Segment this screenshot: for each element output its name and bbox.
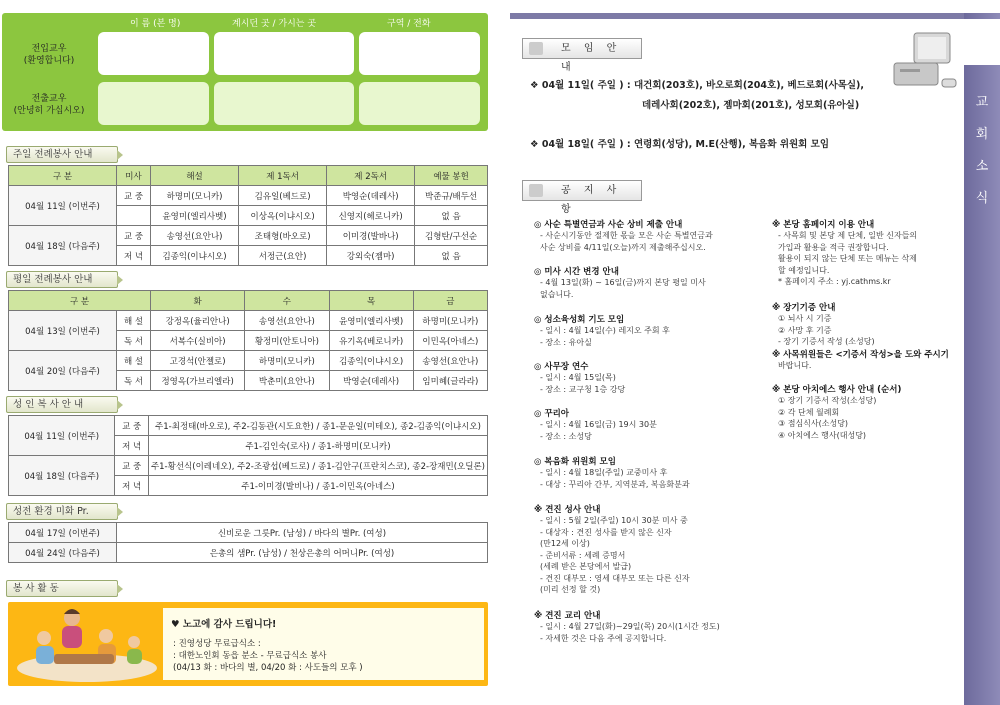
sunday-cell: 서정근(요안): [239, 246, 327, 266]
notice-line: ② 각 단체 월례회: [778, 407, 840, 417]
reg-in-line1: 전입교우: [31, 44, 67, 54]
notice-line: - 사목회 및 본당 제 단체, 일반 신자들의: [778, 231, 918, 240]
table-row: [9, 543, 488, 563]
sunday-cell: 이미경(발바나): [327, 226, 415, 246]
notice-line: - 일시 : 4월 18일(주일) 교중미사 후: [540, 468, 668, 477]
weekday-header-thu: 목: [329, 291, 413, 311]
notice-line: - 장기 기증서 작성 (소성당): [778, 337, 875, 346]
notice-line: * 홈페이지 주소 : yj.cathms.kr: [778, 277, 891, 286]
service-line: (04/13 화 : 바다의 별, 04/20 화 : 사도들의 모후 ): [173, 663, 363, 673]
notice-heading: ◎ 사순 특별연금과 사순 상비 제출 안내: [534, 220, 683, 230]
notice-line: - 일시 : 5월 2일(주일) 10시 30분 미사 중: [540, 516, 688, 525]
reg-out-name-field[interactable]: [98, 82, 209, 125]
sunday-section-title: 주일 전례봉사 안내: [6, 146, 118, 163]
sunday-cell: 강외숙(젬마): [327, 246, 415, 266]
meeting-item-1-cont: 데레사회(202호), 젬마회(201호), 성모회(유아실): [642, 100, 860, 111]
table-row: [9, 226, 488, 246]
altar-cell: 주1-이미경(발비나) / 종1-이민옥(아네스): [148, 476, 487, 496]
weekday-cell: 하명미(모니카): [413, 311, 487, 331]
reg-label-out: [6, 93, 92, 117]
sanctuary-date: 04월 17일 (이번주): [9, 523, 117, 543]
weekday-role: 독 서: [117, 371, 151, 391]
weekday-cell: 송영선(요안나): [245, 311, 329, 331]
reg-header-place: 계시던 곳 / 가시는 곳: [232, 19, 317, 29]
reg-in-name-field[interactable]: [98, 32, 209, 75]
weekday-cell: 박춘미(요안나): [245, 371, 329, 391]
weekday-role: 해 설: [117, 351, 151, 371]
sunday-mass: 저 녁: [117, 246, 151, 266]
notice-line: 사순 상비를 4/11일(오늘)까지 제출해주십시오.: [540, 242, 706, 252]
notice-line: - 일시 : 4월 14일(수) 레지오 주회 후: [540, 326, 670, 335]
sunday-cell: 박영순(데레사): [327, 186, 415, 206]
sanctuary-date: 04월 24일 (다음주): [9, 543, 117, 563]
notice-heading: ※ 장기기증 안내: [772, 303, 836, 313]
diamond-icon: ❖: [530, 139, 542, 150]
notice-line: (미리 선정 할 것): [540, 585, 601, 594]
table-row: [9, 351, 488, 371]
meeting-icon: [529, 42, 543, 55]
volunteers-illustration: [14, 606, 160, 682]
altar-mass: 교 중: [115, 416, 148, 436]
notice-line: 활용이 되지 않는 단체 또는 메뉴는 삭제: [778, 254, 917, 263]
notice-line: (세례 받은 본당에서 발급): [540, 562, 632, 571]
sunday-cell: 박준규/배두선: [415, 186, 488, 206]
meeting-section-title: [522, 38, 642, 73]
notice-heading: ◎ 사무장 연수: [534, 362, 589, 372]
registration-box: [2, 13, 488, 131]
weekday-header-tue: 화: [151, 291, 245, 311]
notice-line: - 일시 : 4월 27일(화)~29일(목) 20시(1시간 정도): [540, 622, 720, 631]
notice-line: ④ 아치에스 행사(대성당): [778, 430, 867, 440]
notice-line: (만12세 이상): [540, 539, 590, 548]
notice-line: ② 사망 후 기증: [778, 325, 832, 335]
altar-date: 04월 18일 (다음주): [9, 456, 115, 496]
notice-line: - 자세한 것은 다음 주에 공지합니다.: [540, 633, 667, 643]
sanctuary-cell: 신비로운 그릇Pr. (남성) / 바다의 별Pr. (여성): [117, 523, 488, 543]
altar-mass: 저 녁: [115, 436, 148, 456]
reg-out-zone-field[interactable]: [359, 82, 480, 125]
sunday-date: 04월 18일 (다음주): [9, 226, 117, 266]
weekday-role: 해 설: [117, 311, 151, 331]
altar-cell: 주1-최정태(바오로), 주2-김동관(시도요한) / 종1-문운일(미테오), 종2-김종익(이냐시오): [148, 416, 487, 436]
sanctuary-section-title: 성전 환경 미화 Pr.: [6, 503, 118, 520]
reg-header-zone: 구역 / 전화: [387, 19, 431, 29]
right-page-side-bar: [964, 13, 1000, 705]
notice-line: - 장소 : 소성당: [540, 431, 592, 441]
sunday-table: [8, 165, 488, 266]
notice-title-text: 공 지 사 항: [561, 185, 622, 215]
notice-icon: [529, 184, 543, 197]
weekday-role: 독 서: [117, 331, 151, 351]
sunday-cell: 김유일(베드로): [239, 186, 327, 206]
notice-line: - 일시 : 4월 15일(목): [540, 373, 616, 382]
notice-section-title: [522, 180, 642, 215]
notice-heading: ※ 견진 교리 안내: [534, 611, 601, 621]
table-row: [9, 186, 488, 206]
notice-line: 가입과 활용을 적극 권장합니다.: [778, 242, 889, 252]
altar-cell: 주1-김인숙(로사) / 종1-하명미(모니카): [148, 436, 487, 456]
sunday-mass: [117, 206, 151, 226]
sunday-cell: 김종익(이냐시오): [151, 246, 239, 266]
side-title-char: 교: [975, 95, 989, 110]
notice-line: 없습니다.: [540, 289, 574, 299]
notice-heading: ◎ 꾸리아: [534, 409, 570, 419]
weekday-cell: 고경석(안젤로): [151, 351, 245, 371]
weekday-date: 04월 13일 (이번주): [9, 311, 117, 351]
side-title-char: 식: [975, 191, 989, 206]
notice-line: - 사순시기동안 절제한 몫을 모은 사순 특별연금과: [540, 231, 713, 240]
altar-section-title: 성 인 복 사 안 내: [6, 396, 118, 413]
table-row: [9, 523, 488, 543]
sunday-cell: 없 음: [415, 206, 488, 226]
notice-line: - 대상자 : 견진 성사를 받지 않은 신자: [540, 527, 672, 537]
notice-line: ① 장기 기증서 작성(소성당): [778, 396, 877, 405]
service-heading: 노고에 감사 드립니다!: [182, 619, 277, 630]
reg-in-place-field[interactable]: [214, 32, 354, 75]
sunday-cell: 송영선(요안나): [151, 226, 239, 246]
sunday-cell: 이상옥(이냐시오): [239, 206, 327, 226]
service-box: [8, 602, 488, 686]
weekday-cell: 송영선(요안나): [413, 351, 487, 371]
notice-heading: ※ 본당 홈페이지 이용 안내: [772, 220, 875, 230]
sunday-cell: 신영지(헤로니카): [327, 206, 415, 226]
sunday-header-offering: 예물 봉헌: [415, 166, 488, 186]
diamond-icon: ❖: [530, 80, 542, 91]
weekday-cell: 박영순(데레사): [329, 371, 413, 391]
notice-line: - 장소 : 유아실: [540, 337, 592, 347]
heart-icon: ♥: [171, 619, 183, 630]
weekday-cell: 유기옥(베로니카): [329, 331, 413, 351]
reg-header-name: 이 름 (본 명): [130, 19, 181, 29]
sunday-mass: 교 중: [117, 186, 151, 206]
service-content: [163, 608, 484, 680]
right-page-side-white: [964, 19, 1000, 65]
meeting-line: 04월 11일( 주일 ) : 대건회(203호), 바오로회(204호), 베드로회(사목실),: [541, 80, 864, 91]
sunday-cell: 윤영미(엘리사벳): [151, 206, 239, 226]
weekday-cell: 임미혜(글라라): [413, 371, 487, 391]
service-section-title: 봉 사 활 동: [6, 580, 118, 597]
meeting-line: 04월 18일( 주일 ) : 연령회(성당), M.E(산행), 복음화 위원회 모임: [541, 139, 830, 150]
altar-date: 04월 11일 (이번주): [9, 416, 115, 456]
meeting-title-text: 모 임 안 내: [561, 43, 622, 73]
weekday-cell: 정영옥(가브리엘라): [151, 371, 245, 391]
sunday-cell: 김형탄/구선순: [415, 226, 488, 246]
weekday-date: 04월 20일 (다음주): [9, 351, 117, 391]
service-heading-wrap: [171, 616, 276, 630]
service-line: : 진영성당 무료급식소 :: [173, 639, 261, 649]
weekday-section-title: 평일 전례봉사 안내: [6, 271, 118, 288]
weekday-cell: 김종익(이냐시오): [329, 351, 413, 371]
reg-out-line1: 전출교우: [31, 94, 67, 104]
notice-line: 바랍니다.: [778, 361, 812, 370]
sunday-header-div: 구 분: [9, 166, 117, 186]
weekday-table: [8, 290, 488, 391]
service-line: : 대한노인회 동읍 분소 - 무료급식소 봉사: [173, 651, 327, 661]
altar-cell: 주1-황선식(이레네오), 주2-조광섭(베드로) / 종1-김안구(프란치스코), 종2-장재민(오딜론): [148, 456, 487, 476]
reg-out-place-field[interactable]: [214, 82, 354, 125]
service-lines: [173, 638, 363, 674]
notice-heading: ※ 견진 성사 안내: [534, 505, 601, 515]
weekday-cell: 하명미(모니카): [245, 351, 329, 371]
weekday-header-wed: 수: [245, 291, 329, 311]
notice-heading: ※ 사목위원들은 <기증서 작성>을 도와 주시기: [772, 350, 949, 360]
weekday-cell: 황정미(안토니아): [245, 331, 329, 351]
notice-heading: ◎ 성소육성회 기도 모임: [534, 315, 625, 325]
sunday-header-commentary: 해설: [151, 166, 239, 186]
notice-heading: ◎ 복음화 위원회 모임: [534, 457, 616, 467]
reg-label-in: [6, 43, 92, 67]
weekday-cell: 이민옥(아네스): [413, 331, 487, 351]
weekday-cell: 강정옥(율리안나): [151, 311, 245, 331]
notice-line: - 일시 : 4월 16일(금) 19시 30분: [540, 420, 657, 429]
table-row: [9, 311, 488, 331]
sunday-header-reading2: 제 2독서: [327, 166, 415, 186]
weekday-cell: 서복수(실비아): [151, 331, 245, 351]
altar-table: [8, 415, 488, 496]
sunday-header-reading1: 제 1독서: [239, 166, 327, 186]
notice-line: - 4월 13일(화) ~ 16일(금)까지 본당 평일 미사: [540, 278, 706, 287]
meeting-item-1: [530, 77, 864, 91]
right-page-top-bar: [510, 13, 1000, 19]
reg-out-line2: (안녕히 가십시오): [13, 106, 85, 116]
notice-line: - 견진 대부모 : 영세 대부모 또는 다른 신자: [540, 573, 690, 583]
altar-mass: 저 녁: [115, 476, 148, 496]
weekday-header-div: 구 분: [9, 291, 151, 311]
table-row: [9, 456, 488, 476]
notice-line: ① 뇌사 시 기증: [778, 314, 832, 323]
sunday-mass: 교 중: [117, 226, 151, 246]
sanctuary-table: [8, 522, 488, 563]
notice-line: - 장소 : 교구청 1층 강당: [540, 384, 626, 394]
table-row: [9, 416, 488, 436]
notice-line: 할 예정입니다.: [778, 265, 830, 275]
notice-heading: ※ 본당 아치에스 행사 안내 (순서): [772, 385, 902, 395]
sunday-cell: 하명미(모니카): [151, 186, 239, 206]
sanctuary-cell: 은총의 샘Pr. (남성) / 천상은총의 어머니Pr. (여성): [117, 543, 488, 563]
side-title-char: 회: [975, 127, 989, 142]
altar-mass: 교 중: [115, 456, 148, 476]
sunday-header-mass: 미사: [117, 166, 151, 186]
computer-icon: [890, 29, 962, 93]
meeting-item-2: [530, 136, 829, 150]
sunday-cell: 조태형(바오로): [239, 226, 327, 246]
reg-in-line2: (환영합니다): [23, 56, 75, 66]
notice-line: - 준비서류 : 세례 증명서: [540, 550, 626, 560]
weekday-cell: 윤영미(엘리사벳): [329, 311, 413, 331]
sunday-cell: 없 음: [415, 246, 488, 266]
weekday-header-fri: 금: [413, 291, 487, 311]
side-title-char: 소: [975, 159, 989, 174]
notice-heading: ◎ 미사 시간 변경 안내: [534, 267, 619, 277]
notice-line: - 대상 : 꾸리아 간부, 지역분과, 복음화분과: [540, 479, 690, 489]
reg-in-zone-field[interactable]: [359, 32, 480, 75]
sunday-date: 04월 11일 (이번주): [9, 186, 117, 226]
notice-line: ③ 점심식사(소성당): [778, 419, 849, 428]
